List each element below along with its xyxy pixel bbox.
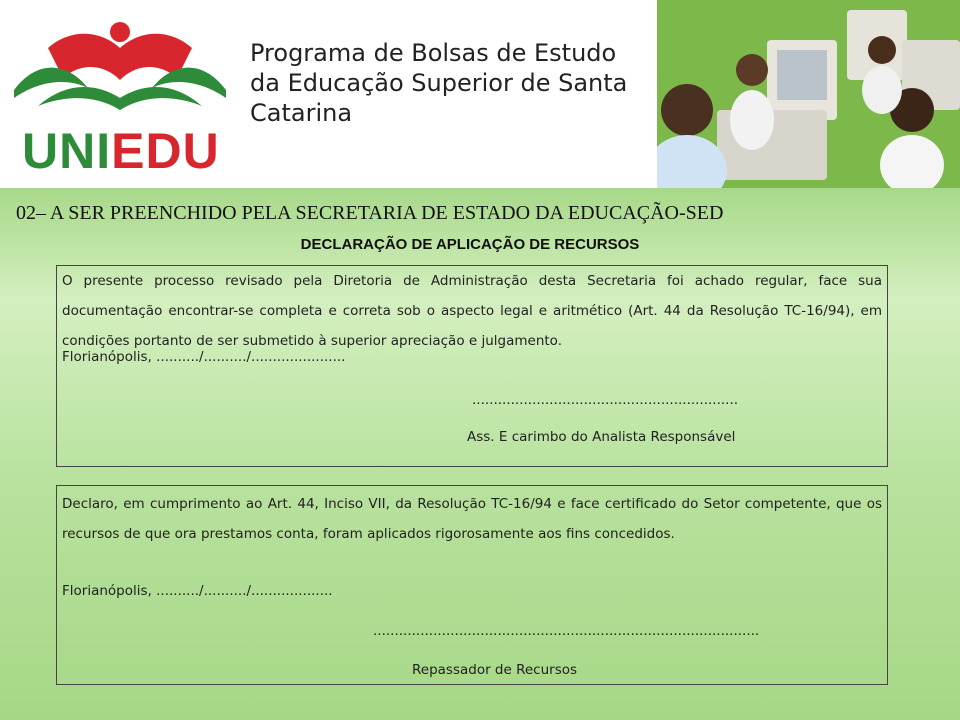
signature-label: Ass. E carimbo do Analista Responsável: [467, 429, 736, 445]
logo-text-uni: UNI: [22, 123, 112, 179]
document-title: DECLARAÇÃO DE APLICAÇÃO DE RECURSOS: [300, 236, 640, 253]
application-text: Declaro, em cumprimento ao Art. 44, Inciso VII, da Resolução TC-16/94 e face certificado do Setor competente, que os recursos de que ora prestamos conta, foram aplicados rigorosamente aos fins concedidos.: [62, 496, 882, 542]
students-computer-photo: [657, 0, 960, 188]
uniedu-logo: [8, 18, 238, 179]
signature-line: ..............................................................: [472, 392, 739, 408]
signature-line: ..........................................................................................: [373, 623, 760, 639]
date-line: Florianópolis, ........../........../...................: [62, 583, 333, 599]
program-title: Programa de Bolsas de Estudo da Educação Superior de Santa Catarina: [250, 39, 628, 127]
students-photo-illustration: [657, 0, 960, 188]
declaration-box-review: [56, 265, 888, 467]
review-text: O presente processo revisado pela Diretoria de Administração desta Secretaria foi achado regular, face sua documentação encontrar-se completa e correta sob o aspecto legal e aritmético (Art. 44 da Resolução TC-16/94), em condições portanto de ser submetido à superior apreciação e julgamento.: [62, 273, 882, 349]
logo-text-edu: EDU: [111, 123, 220, 179]
logo-text: [22, 123, 220, 179]
header: [0, 0, 960, 188]
open-book-icon: [8, 18, 238, 118]
date-line: Florianópolis, ........../........../......................: [62, 349, 346, 365]
signature-label: Repassador de Recursos: [412, 662, 578, 678]
section-title: 02– A SER PREENCHIDO PELA SECRETARIA DE ESTADO DA EDUCAÇÃO-SED: [16, 202, 724, 224]
declaration-box-application: [56, 485, 888, 685]
